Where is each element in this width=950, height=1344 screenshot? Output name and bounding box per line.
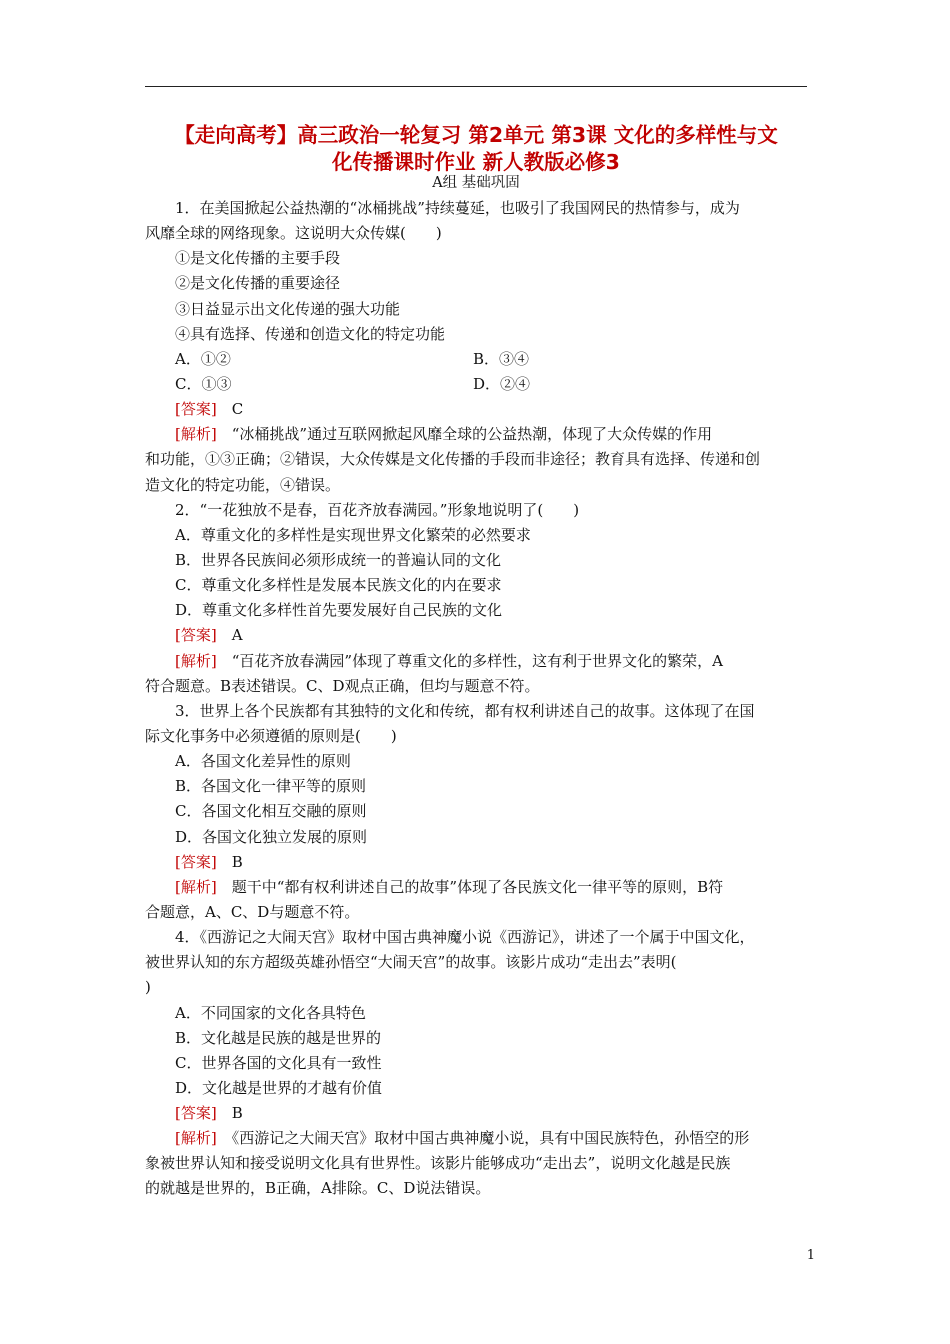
page-number: 1 [806, 1248, 815, 1263]
q2-answer-tag: [答案] [175, 626, 217, 645]
document-body [145, 196, 807, 1202]
q1-analysis-line-2: 和功能，①③正确；②错误，大众传媒是文化传播的手段而非途径；教育具有选择、传递和创 [145, 450, 761, 469]
title-line-1: 【走向高考】高三政治一轮复习 第2单元 第3课 文化的多样性与文 [174, 123, 778, 147]
q1-analysis-line-1 [145, 422, 807, 447]
q1-statement-3: ③日益显示出文化传递的强大功能 [175, 299, 401, 318]
q3-analysis-line-1 [145, 875, 807, 900]
q3-answer [145, 850, 807, 875]
q4-analysis-text-1: 《西游记之大闹天宫》取材中国古典神魔小说，具有中国民族特色，孙悟空的形 [231, 1129, 750, 1148]
q4-option-a: A．不同国家的文化各具特色 [175, 1003, 366, 1022]
q1-statement-2: ②是文化传播的重要途径 [175, 274, 341, 293]
q1-statement-1: ①是文化传播的主要手段 [175, 249, 341, 268]
q1-options-row-2 [145, 372, 807, 397]
q4-option-b: B．文化越是民族的越是世界的 [175, 1028, 382, 1047]
q3-analysis-text-1: 题干中“都有权利讲述自己的故事”体现了各民族文化一律平等的原则，B符 [231, 877, 724, 896]
q4-analysis-line-1 [145, 1126, 807, 1151]
q2-analysis-line-2: 符合题意。B表述错误。C、D观点正确，但均与题意不符。 [145, 676, 540, 695]
q4-analysis-tag: [解析] [175, 1129, 217, 1148]
q1-stem-line-2: 风靡全球的网络现象。这说明大众传媒( ) [145, 224, 442, 243]
q1-option-c: C．①③ [175, 374, 232, 393]
q1-analysis-line-3: 造文化的特定功能，④错误。 [145, 475, 341, 494]
q2-option-c: C．尊重文化多样性是发展本民族文化的内在要求 [175, 576, 502, 595]
q4-analysis-line-3: 的就越是世界的，B正确，A排除。C、D说法错误。 [145, 1179, 491, 1198]
q1-answer [145, 397, 807, 422]
q2-analysis-tag: [解析] [175, 651, 217, 670]
q3-analysis-line-2: 合题意，A、C、D与题意不符。 [145, 902, 360, 921]
q1-option-d: D．②④ [473, 374, 531, 393]
q3-stem-line-2: 际文化事务中必须遵循的原则是( ) [145, 726, 397, 745]
q3-option-c: C．各国文化相互交融的原则 [175, 802, 367, 821]
q2-analysis-line-1 [145, 649, 807, 674]
q4-stem-line-3: ) [145, 978, 151, 997]
q3-analysis-tag: [解析] [175, 877, 217, 896]
q2-stem-line-1: 2．“一花独放不是春，百花齐放春满园。”形象地说明了( ) [175, 500, 580, 519]
q2-option-d: D．尊重文化多样性首先要发展好自己民族的文化 [175, 601, 503, 620]
q1-stem-line-1: 1．在美国掀起公益热潮的“冰桶挑战”持续蔓延，也吸引了我国网民的热情参与，成为 [175, 199, 740, 217]
q4-analysis-line-2: 象被世界认知和接受说明文化具有世界性。该影片能够成功“走出去”，说明文化越是民族 [145, 1154, 731, 1173]
q4-answer-tag: [答案] [175, 1104, 217, 1123]
q3-answer-value: B [231, 852, 243, 871]
q3-option-b: B．各国文化一律平等的原则 [175, 777, 367, 796]
q1-analysis-tag: [解析] [175, 425, 217, 444]
q1-answer-tag: [答案] [175, 400, 217, 419]
title-line-2: 化传播课时作业 新人教版必修3 [332, 150, 620, 174]
q3-option-d: D．各国文化独立发展的原则 [175, 827, 368, 846]
document-title [140, 122, 812, 176]
q4-option-c: C．世界各国的文化具有一致性 [175, 1053, 382, 1072]
q4-option-d: D．文化越是世界的才越有价值 [175, 1078, 383, 1097]
q1-analysis-text-1: “冰桶挑战”通过互联网掀起风靡全球的公益热潮，体现了大众传媒的作用 [231, 425, 713, 444]
q4-stem-line-1: 4．《西游记之大闹天宫》取材中国古典神魔小说《西游记》，讲述了一个属于中国文化， [175, 928, 755, 947]
q2-option-b: B．世界各民族间必须形成统一的普遍认同的文化 [175, 550, 502, 569]
q4-answer [145, 1101, 807, 1126]
q1-options-row-1 [145, 347, 807, 372]
q2-answer [145, 623, 807, 648]
group-heading: A组 基础巩固 [432, 175, 520, 191]
q1-answer-value: C [231, 400, 244, 419]
q1-option-a: A．①② [175, 349, 231, 368]
q2-analysis-text-1: “百花齐放春满园”体现了尊重文化的多样性，这有利于世界文化的繁荣，A [231, 651, 723, 670]
q1-option-b: B．③④ [473, 349, 530, 368]
q2-option-a: A．尊重文化的多样性是实现世界文化繁荣的必然要求 [175, 525, 531, 544]
q3-answer-tag: [答案] [175, 852, 217, 871]
header-rule [145, 86, 807, 87]
q2-answer-value: A [231, 626, 243, 645]
q4-answer-value: B [231, 1104, 243, 1123]
q1-statement-4: ④具有选择、传递和创造文化的特定功能 [175, 324, 446, 343]
q4-stem-line-2: 被世界认知的东方超级英雄孙悟空“大闹天宫”的故事。该影片成功“走出去”表明( [145, 953, 677, 972]
q3-stem-line-1: 3．世界上各个民族都有其独特的文化和传统，都有权利讲述自己的故事。这体现了在国 [175, 701, 755, 720]
q3-option-a: A．各国文化差异性的原则 [175, 752, 351, 771]
